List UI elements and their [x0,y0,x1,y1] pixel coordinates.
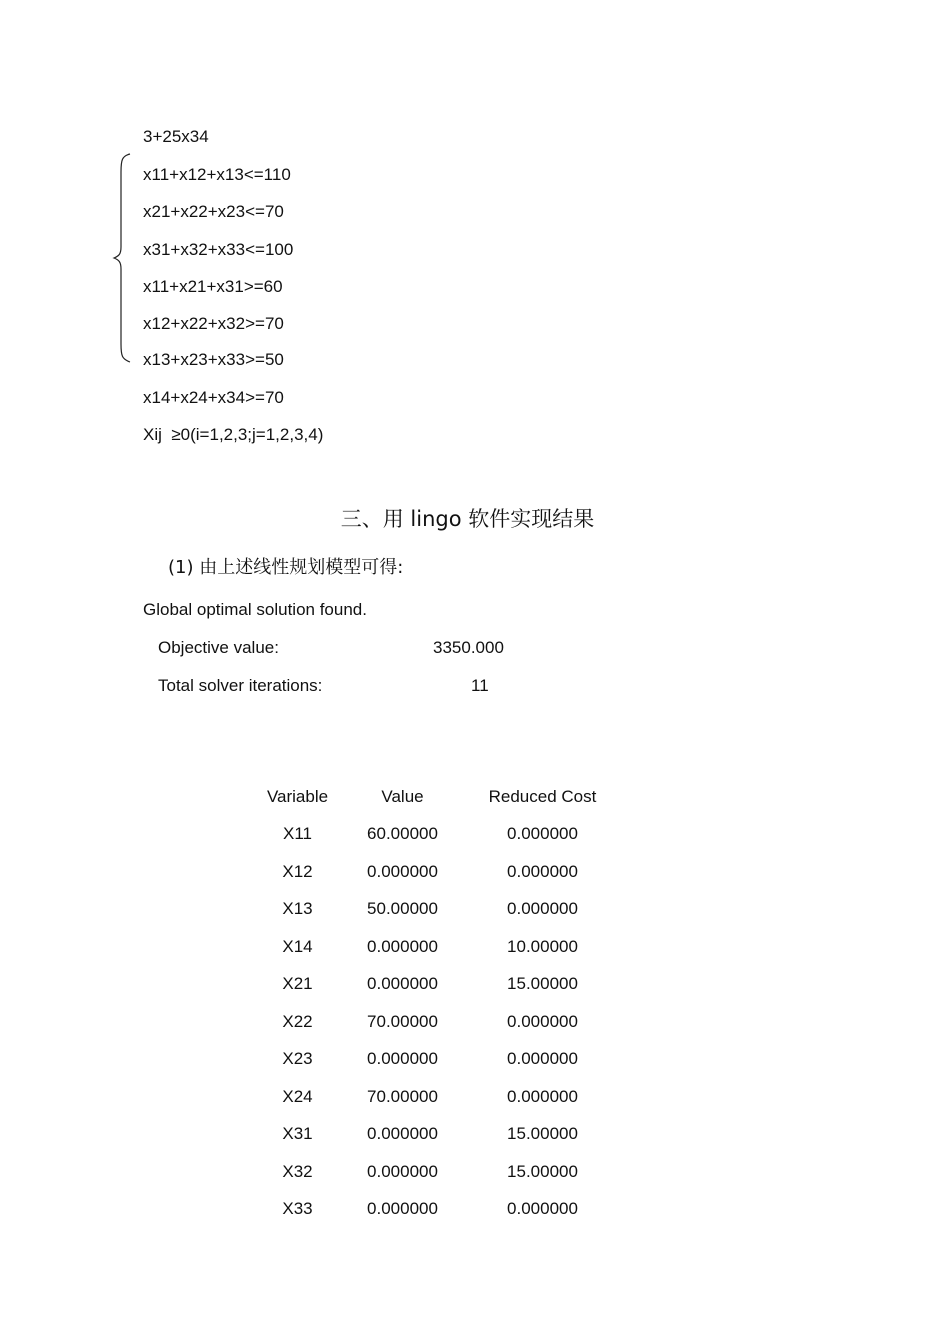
table-row [240,1153,635,1191]
constraint-2: x21+x22+x23<=70 [143,202,284,221]
variable-cell: X33 [282,1199,313,1219]
nonnegativity-constraint: Xij ≥0(i=1,2,3;j=1,2,3,4) [143,425,324,444]
table-row [240,1116,635,1154]
variable-cell: X13 [282,899,313,919]
variable-cell: X11 [283,824,312,844]
variable-cell: X31 [282,1124,313,1144]
reduced-cost-cell: 0.000000 [507,824,578,844]
value-cell: 50.00000 [367,899,438,919]
reduced-cost-cell: 0.000000 [507,899,578,919]
table-row [240,1191,635,1229]
constraint-7: x14+x24+x34>=70 [143,388,284,407]
objective-tail: 3+25x34 [143,127,209,146]
results-body [240,816,635,1229]
value-cell: 0.000000 [367,974,438,994]
constraint-4: x11+x21+x31>=60 [143,277,283,296]
value-cell: 0.000000 [367,861,438,881]
objective-value: 3350.000 [433,638,504,657]
iterations-label: Total solver iterations: [158,676,323,695]
header-value: Value [381,786,424,806]
variable-cell: X23 [282,1049,313,1069]
table-row [240,966,635,1004]
header-variable: Variable [266,786,329,806]
constraint-brace-icon [110,152,132,364]
constraint-6: x13+x23+x33>=50 [143,350,284,369]
table-row [240,816,635,854]
objective-label: Objective value: [158,638,279,657]
reduced-cost-cell: 0.000000 [507,1086,578,1106]
value-cell: 60.00000 [367,824,438,844]
variable-cell: X14 [282,936,313,956]
iterations-value: 11 [471,676,489,695]
value-cell: 70.00000 [367,1011,438,1031]
table-row [240,1041,635,1079]
table-row [240,1003,635,1041]
reduced-cost-cell: 15.00000 [507,974,578,994]
value-cell: 0.000000 [367,1161,438,1181]
reduced-cost-cell: 0.000000 [507,1011,578,1031]
value-cell: 0.000000 [367,936,438,956]
variable-cell: X24 [282,1086,313,1106]
variable-cell: X32 [282,1161,313,1181]
variable-cell: X12 [282,861,313,881]
results-table [240,778,635,1228]
value-cell: 0.000000 [367,1049,438,1069]
constraint-5: x12+x22+x32>=70 [143,314,284,333]
table-row [240,1078,635,1116]
constraint-3: x31+x32+x33<=100 [143,240,294,259]
reduced-cost-cell: 0.000000 [507,861,578,881]
reduced-cost-cell: 10.00000 [507,936,578,956]
reduced-cost-cell: 15.00000 [507,1124,578,1144]
variable-cell: X22 [282,1011,313,1031]
table-row [240,853,635,891]
table-row [240,891,635,929]
results-header-row [240,778,635,816]
table-row [240,928,635,966]
section-subheading: (1) 由上述线性规划模型可得: [168,557,404,578]
header-reduced-cost: Reduced Cost [488,786,597,806]
section-heading: 三、用 lingo 软件实现结果 [340,507,595,531]
constraint-1: x11+x12+x13<=110 [143,165,291,184]
reduced-cost-cell: 0.000000 [507,1049,578,1069]
reduced-cost-cell: 15.00000 [507,1161,578,1181]
value-cell: 0.000000 [367,1124,438,1144]
value-cell: 0.000000 [367,1199,438,1219]
variable-cell: X21 [282,974,313,994]
value-cell: 70.00000 [367,1086,438,1106]
reduced-cost-cell: 0.000000 [507,1199,578,1219]
solution-status: Global optimal solution found. [143,600,367,619]
